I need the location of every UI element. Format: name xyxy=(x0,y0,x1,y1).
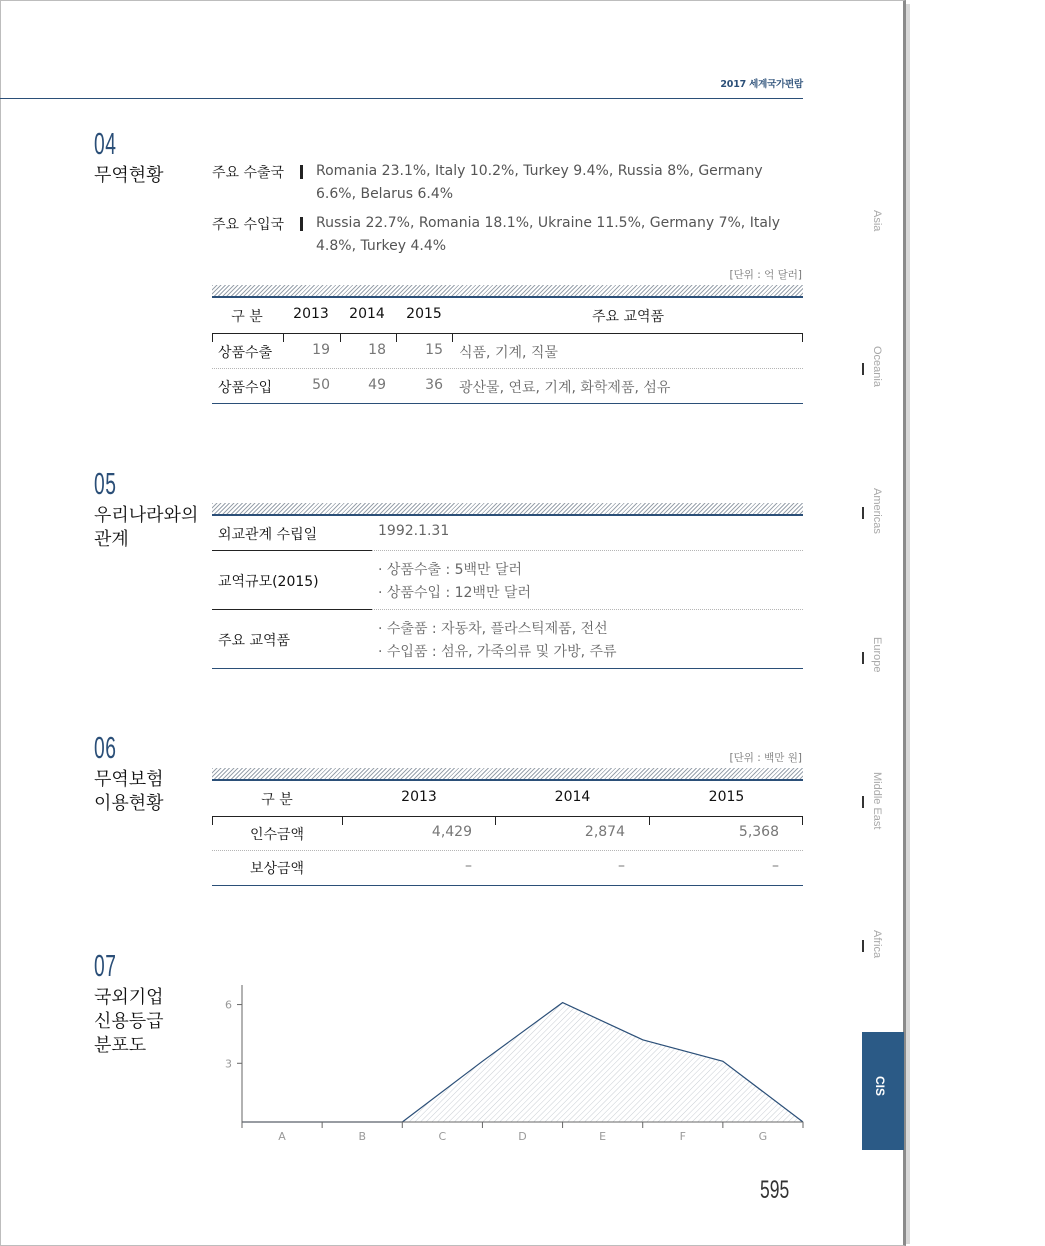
section-05-title: 우리나라와의 관계 xyxy=(94,505,199,550)
table-04-bottom-rule xyxy=(212,403,803,404)
side-tab-label: Oceania xyxy=(871,346,883,387)
table-04-header-items: 주요 교역품 xyxy=(591,309,665,325)
side-mark xyxy=(862,363,864,375)
relation-value-items-1: · 수출품 : 자동차, 플라스틱제품, 전선 xyxy=(378,621,608,637)
table-04-row-1-items: 식품, 기계, 직물 xyxy=(459,345,558,361)
imports-bar xyxy=(300,217,303,231)
tick xyxy=(495,816,496,825)
section-06-unit: [단위 : 백만 원] xyxy=(729,752,802,764)
table-04-row-2-2015: 36 xyxy=(425,377,443,393)
table-04-header-rule xyxy=(212,333,803,334)
table-05-bottom-rule xyxy=(212,668,803,669)
table-06-row-2-2014: – xyxy=(618,858,625,874)
table-04-header-2013: 2013 xyxy=(293,306,329,322)
side-tab-americas[interactable] xyxy=(862,488,892,538)
side-tab-label: CIS xyxy=(873,1076,887,1097)
credit-rating-chart xyxy=(212,985,812,1150)
table-04-row-1-2013: 19 xyxy=(312,342,330,358)
side-mark xyxy=(862,507,864,519)
table-06-top-rule xyxy=(212,779,803,781)
table-06-row-2-label: 보상금액 xyxy=(249,861,305,877)
table-06-header-2015: 2015 xyxy=(708,789,745,805)
y-tick-label-6: 6 xyxy=(225,998,232,1012)
header-rule xyxy=(0,98,803,99)
side-tab-label: Middle East xyxy=(871,772,883,830)
table-06-header-2014: 2014 xyxy=(554,789,591,805)
tick xyxy=(340,333,341,342)
side-tab-label: Asia xyxy=(871,210,883,232)
table-06-row-1-label: 인수금액 xyxy=(249,827,305,843)
main-imports-label: 주요 수입국 xyxy=(212,217,285,233)
solid-short xyxy=(212,609,372,610)
side-tab-oceania[interactable] xyxy=(862,346,892,391)
table-04-row-2-label: 상품수입 xyxy=(218,380,273,396)
tick xyxy=(342,816,343,825)
table-06-header-category: 구 분 xyxy=(261,792,293,808)
relation-value-diplomacy: 1992.1.31 xyxy=(378,523,450,539)
x-tick-label-B: B xyxy=(358,1130,366,1143)
side-tab-label: Africa xyxy=(871,930,883,959)
side-mark xyxy=(862,796,864,808)
y-tick-label-3: 3 xyxy=(225,1057,232,1071)
tick xyxy=(283,333,284,342)
relation-value-trade-2: · 상품수입 : 12백만 달러 xyxy=(378,585,531,601)
section-06-title: 무역보험 이용현황 xyxy=(94,769,164,814)
relation-label-trade: 교역규모(2015) xyxy=(218,574,319,590)
section-07-number: 07 xyxy=(94,948,117,983)
section-06-number: 06 xyxy=(94,730,117,765)
side-tab-africa[interactable] xyxy=(862,930,892,962)
table-04-header-category: 구 분 xyxy=(231,309,263,325)
table-06-row-divider xyxy=(212,850,803,851)
table-04-row-2-items: 광산물, 연료, 기계, 화학제품, 섬유 xyxy=(459,380,671,396)
table-04-row-2-2014: 49 xyxy=(368,377,386,393)
x-tick-label-G: G xyxy=(758,1130,768,1143)
x-tick-label-E: E xyxy=(599,1130,607,1143)
table-06-row-2-2013: – xyxy=(465,858,472,874)
table-06-bottom-rule xyxy=(212,885,803,886)
side-mark xyxy=(862,940,864,952)
tick xyxy=(649,816,650,825)
main-imports-text: Russia 22.7%, Romania 18.1%, Ukraine 11.5%, Germany 7%, Italy 4.8%, Turkey 4.4% xyxy=(316,215,781,254)
table-04-row-2-2013: 50 xyxy=(312,377,330,393)
table-04-header-2015: 2015 xyxy=(406,306,442,322)
main-exports-text: Romania 23.1%, Italy 10.2%, Turkey 9.4%, Russia 8%, Germany 6.6%, Belarus 6.4% xyxy=(316,163,763,202)
x-tick-label-C: C xyxy=(438,1130,447,1143)
section-05-number: 05 xyxy=(94,466,117,501)
tick xyxy=(396,333,397,342)
exports-bar xyxy=(300,165,303,179)
section-04-title: 무역현황 xyxy=(94,165,164,186)
x-tick-label-F: F xyxy=(679,1130,686,1143)
table-04-row-1-2015: 15 xyxy=(425,342,443,358)
relation-value-items-2: · 수입품 : 섬유, 가죽의류 및 가방, 주류 xyxy=(378,644,617,660)
x-tick-label-A: A xyxy=(278,1130,286,1143)
side-tab-europe[interactable] xyxy=(862,637,892,676)
section-07-title: 국외기업 신용등급 분포도 xyxy=(94,987,164,1056)
table-05-top-rule xyxy=(212,514,803,516)
table-04-row-1-label: 상품수출 xyxy=(218,345,273,361)
main-exports-label: 주요 수출국 xyxy=(212,165,285,181)
table-06-header-rule xyxy=(212,816,803,817)
tick xyxy=(802,816,803,825)
table-04-top-rule xyxy=(212,296,803,298)
tick xyxy=(452,333,453,342)
table-06-row-1-2014: 2,874 xyxy=(584,824,625,840)
table-04-header-2014: 2014 xyxy=(349,306,385,322)
side-tab-cis-active[interactable] xyxy=(862,1032,904,1150)
running-head: 2017 세계국가편람 xyxy=(720,79,803,90)
dot xyxy=(372,609,803,610)
table-06-row-1-2015: 5,368 xyxy=(738,824,779,840)
side-tab-label: Americas xyxy=(871,488,883,534)
relation-value-trade-1: · 상품수출 : 5백만 달러 xyxy=(378,562,523,578)
area-fill xyxy=(242,1003,803,1122)
tick xyxy=(212,333,213,342)
dot xyxy=(372,550,803,551)
x-tick-label-D: D xyxy=(518,1130,527,1143)
page-shadow xyxy=(906,4,910,1244)
table-06-header-2013: 2013 xyxy=(401,789,437,805)
section-04-unit: [단위 : 억 달러] xyxy=(729,269,802,281)
table-06-row-1-2013: 4,429 xyxy=(431,824,472,840)
relation-label-items: 주요 교역품 xyxy=(218,633,291,649)
table-04-row-divider xyxy=(212,368,803,369)
solid-short xyxy=(212,550,372,551)
section-04-number: 04 xyxy=(94,126,117,161)
table-04-row-1-2014: 18 xyxy=(368,342,386,358)
tick xyxy=(802,333,803,342)
relation-label-diplomacy: 외교관계 수립일 xyxy=(218,527,318,543)
table-06-row-2-2015: – xyxy=(772,858,779,874)
side-tab-middle-east[interactable] xyxy=(862,772,892,833)
side-mark xyxy=(862,652,864,664)
side-tab-asia[interactable] xyxy=(862,210,892,235)
side-tab-label: Europe xyxy=(871,637,883,673)
page-number: 595 xyxy=(760,1176,790,1204)
